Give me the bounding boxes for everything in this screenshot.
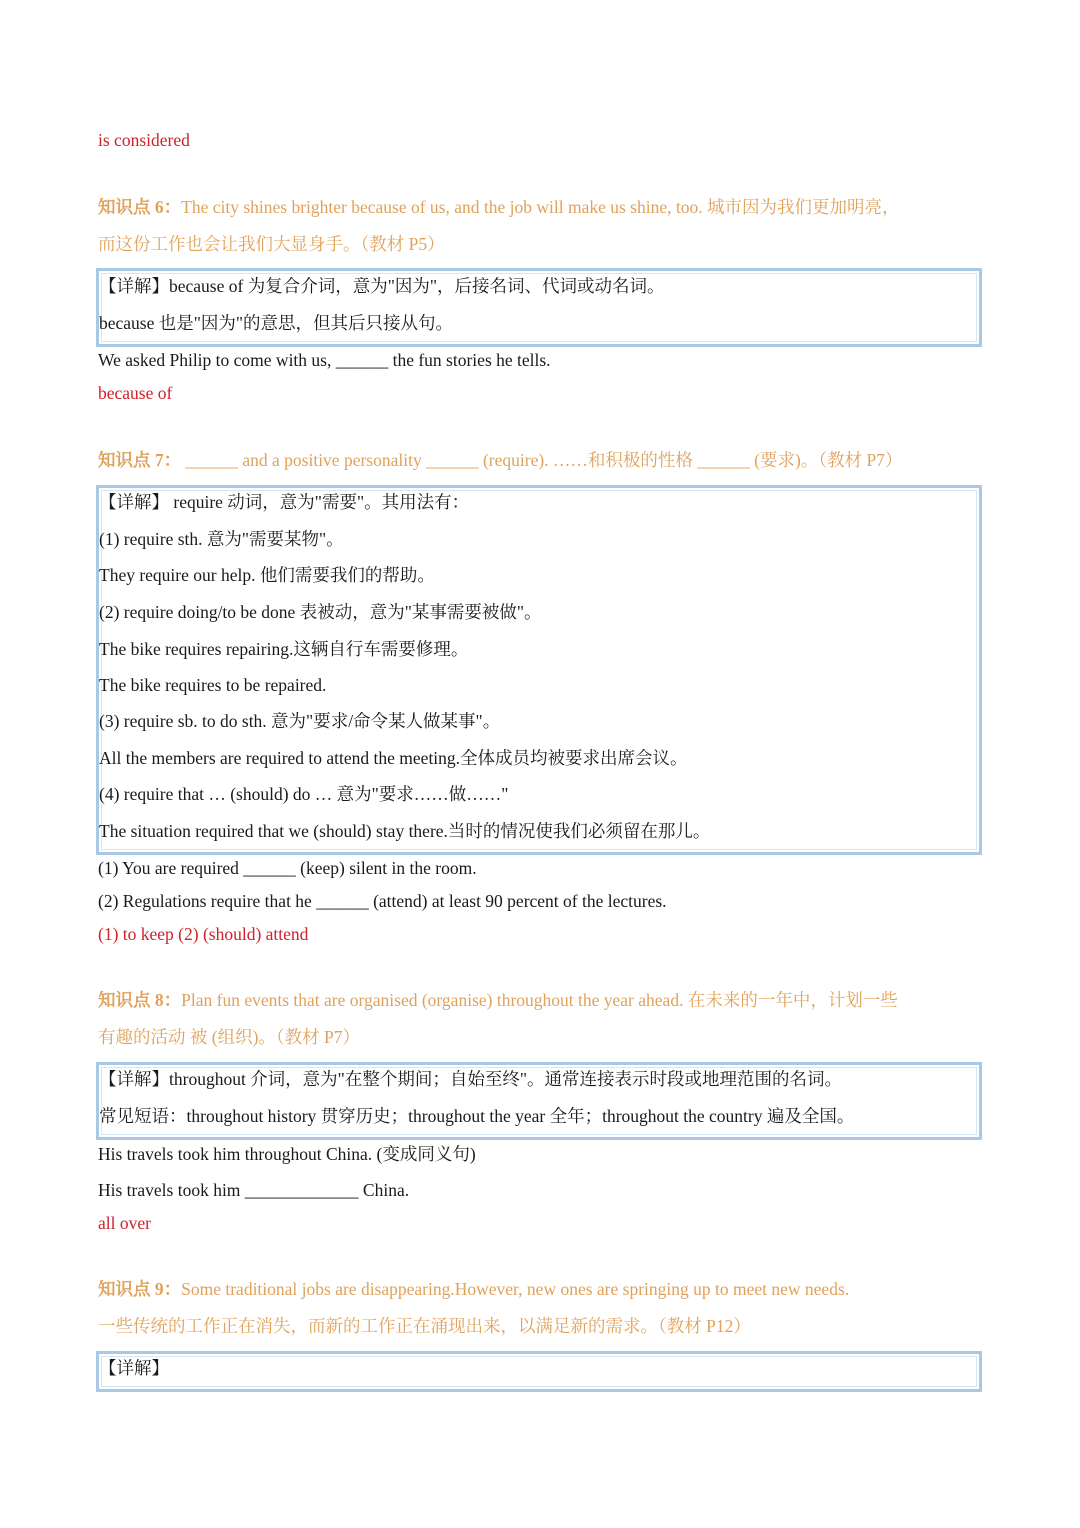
knowledge-point-7-title xyxy=(98,449,902,471)
knowledge-point-8-title xyxy=(98,989,898,1011)
detail-line: 常见短语：throughout history 贯穿历史；throughout the year 全年；throughout the country 遍及全国。 xyxy=(99,1106,855,1126)
answer-text: because of xyxy=(98,383,173,403)
point-text: ______ and a positive personality ______ (require). ……和积极的性格 ______ (要求)。（教材 P7） xyxy=(181,450,903,470)
point-text: The city shines brighter because of us, and the job will make us shine, too. 城市因为我们更加明亮， xyxy=(181,197,900,217)
point-text: Some traditional jobs are disappearing.However, new ones are springing up to meet new needs. xyxy=(181,1279,850,1299)
detail-line: 【详解】throughout 介词，意为"在整个期间；自始至终"。通常连接表示时段或地理范围的名词。 xyxy=(99,1069,842,1089)
detail-line: All the members are required to attend the meeting.全体成员均被要求出席会议。 xyxy=(99,748,688,768)
detail-line: 【详解】because of 为复合介词，意为"因为"，后接名词、代词或动名词。 xyxy=(99,276,665,296)
detail-line: The bike requires repairing.这辆自行车需要修理。 xyxy=(99,639,469,659)
knowledge-point-6-title-cont: 而这份工作也会让我们大显身手。（教材 P5） xyxy=(98,234,445,254)
detail-line: They require our help. 他们需要我们的帮助。 xyxy=(99,565,435,585)
detail-line: because 也是"因为"的意思，但其后只接从句。 xyxy=(99,313,454,333)
detail-box-9 xyxy=(96,1351,982,1392)
detail-line: (3) require sb. to do sth. 意为"要求/命令某人做某事"。 xyxy=(99,711,501,731)
detail-box-8 xyxy=(96,1062,982,1140)
answer-text: (1) to keep (2) (should) attend xyxy=(98,924,309,944)
point-label: 知识点 6： xyxy=(98,197,182,217)
detail-line: 【详解】 require 动词，意为"需要"。其用法有： xyxy=(99,492,470,512)
detail-line: The bike requires to be repaired. xyxy=(99,675,327,695)
exercise-text: His travels took him throughout China. (变成同义句) xyxy=(98,1144,476,1164)
knowledge-point-9-title xyxy=(98,1278,849,1300)
answer-text: is considered xyxy=(98,130,190,150)
detail-line: (4) require that … (should) do … 意为"要求……做……" xyxy=(99,784,509,804)
point-label: 知识点 9： xyxy=(98,1279,182,1299)
exercise-text: His travels took him _____________ China. xyxy=(98,1180,410,1200)
detail-box-7 xyxy=(96,485,982,855)
knowledge-point-6-title xyxy=(98,196,899,218)
detail-box-6 xyxy=(96,268,982,347)
exercise-text: (2) Regulations require that he ______ (attend) at least 90 percent of the lectures. xyxy=(98,891,667,911)
point-label: 知识点 7： xyxy=(98,450,182,470)
detail-line: 【详解】 xyxy=(99,1358,169,1378)
knowledge-point-8-title-cont: 有趣的活动 被 (组织)。（教材 P7） xyxy=(98,1027,361,1047)
point-label: 知识点 8： xyxy=(98,990,182,1010)
exercise-text: (1) You are required ______ (keep) silent in the room. xyxy=(98,858,477,878)
exercise-text: We asked Philip to come with us, ______ the fun stories he tells. xyxy=(98,350,551,370)
detail-line: (1) require sth. 意为"需要某物"。 xyxy=(99,529,344,549)
knowledge-point-9-title-cont: 一些传统的工作正在消失，而新的工作正在涌现出来，以满足新的需求。（教材 P12） xyxy=(98,1316,751,1336)
answer-text: all over xyxy=(98,1213,151,1233)
detail-line: (2) require doing/to be done 表被动，意为"某事需要被做"。 xyxy=(99,602,542,622)
point-text: Plan fun events that are organised (organise) throughout the year ahead. 在未来的一年中，计划一些 xyxy=(181,990,898,1010)
detail-line: The situation required that we (should) stay there.当时的情况使我们必须留在那儿。 xyxy=(99,821,711,841)
